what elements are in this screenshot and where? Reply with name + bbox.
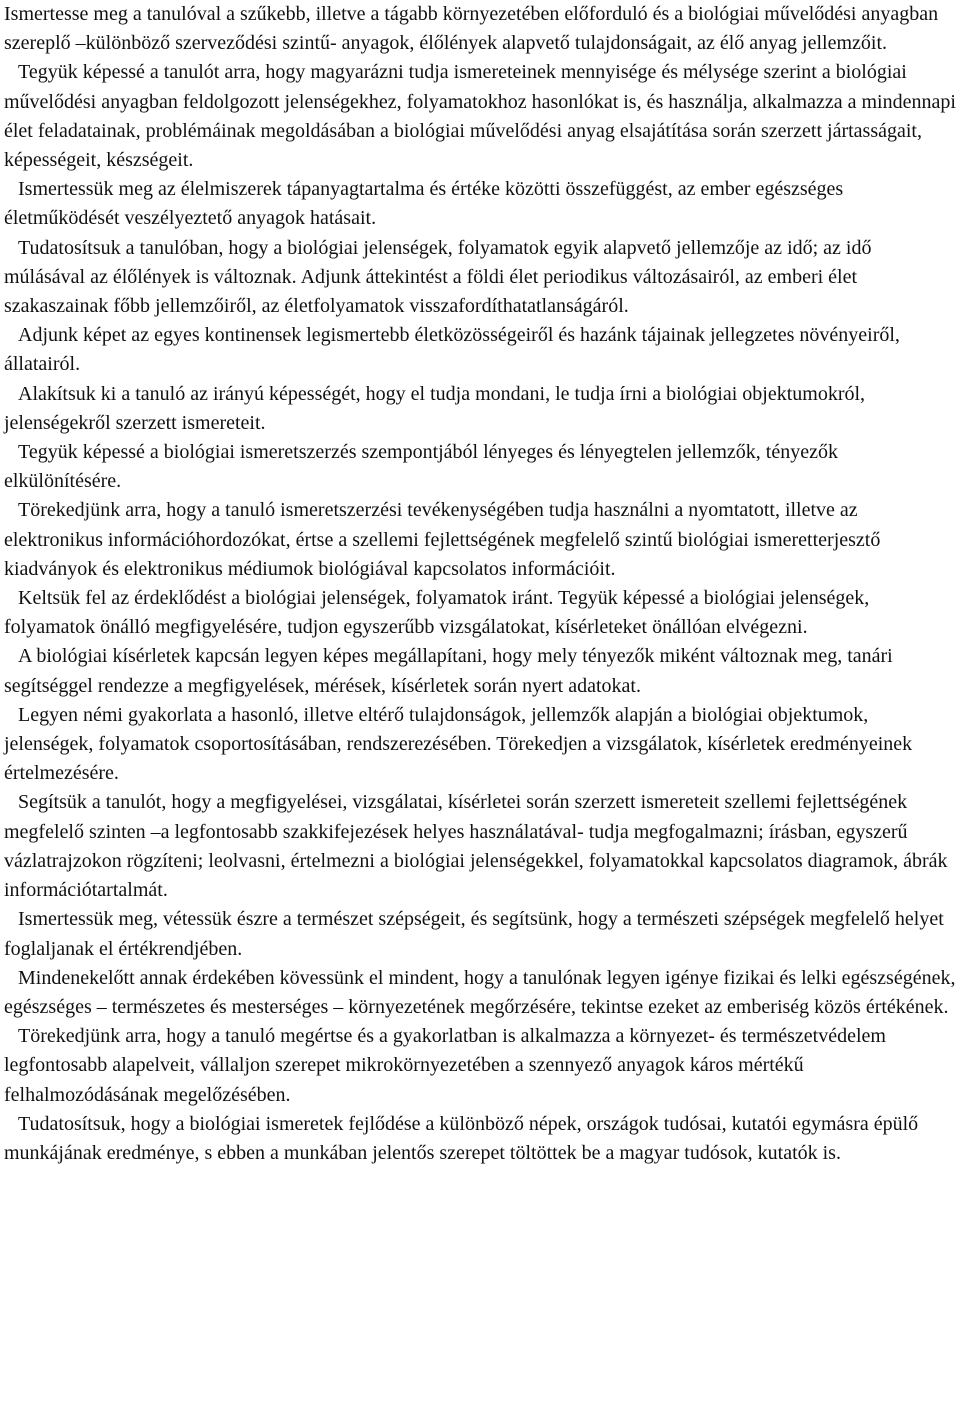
- paragraph: Segítsük a tanulót, hogy a megfigyelései, vizsgálatai, kísérletei során szerzett ismereteit szellemi fejlettségének megfelelő szinten –a legfontosabb szakkifejezések helyes használatával- tudja megfogalmazni; írásban, egyszerű vázlatrajzokon rögzíteni; leolvasni, értelmezni a biológiai jelenségekkel, folyamatokkal kapcsolatos diagramok, ábrák információtartalmát.: [4, 791, 948, 902]
- paragraph: Tegyük képessé a biológiai ismeretszerzés szempontjából lényeges és lényegtelen jellemzők, tényezők elkülönítésére.: [4, 441, 838, 493]
- paragraph: Keltsük fel az érdeklődést a biológiai jelenségek, folyamatok iránt. Tegyük képessé a biológiai jelenségek, folyamatok önálló megfigyelésére, tudjon egyszerűbb vizsgálatokat, kísérleteket önállóan elvégezni.: [4, 587, 870, 639]
- paragraph: Legyen némi gyakorlata a hasonló, illetve eltérő tulajdonságok, jellemzők alapján a biológiai objektumok, jelenségek, folyamatok csoportosításában, rendszerezésében. Törekedjen a vizsgálatok, kísérletek eredményeinek értelmezésére.: [4, 703, 913, 785]
- paragraph: Tudatosítsuk a tanulóban, hogy a biológiai jelenségek, folyamatok egyik alapvető jellemzője az idő; az idő múlásával az élőlények is változnak. Adjunk áttekintést a földi élet periodikus változásairól, az emberi élet szakaszainak főbb jellemzőiről, az életfolyamatok visszafordíthatatlanságáról.: [4, 236, 872, 318]
- paragraph: Törekedjünk arra, hogy a tanuló ismeretszerzési tevékenységében tudja használni a nyomtatott, illetve az elektronikus információhordozókat, értse a szellemi fejlettségének megfelelő szintű biológiai ismeretterjesztő kiadványok és elektronikus médiumok biológiával kapcsolatos információit.: [4, 499, 881, 580]
- paragraph: Adjunk képet az egyes kontinensek legismertebb életközösségeiről és hazánk tájainak jellegzetes növényeiről, állatairól.: [4, 324, 900, 376]
- paragraph: A biológiai kísérletek kapcsán legyen képes megállapítani, hogy mely tényezők miként változnak meg, tanári segítséggel rendezze a megfigyelések, mérések, kísérletek során nyert adatokat.: [4, 645, 893, 697]
- paragraph: Ismertessük meg, vétessük észre a természet szépségeit, és segítsünk, hogy a természeti szépségek megfelelő helyet foglaljanak el értékrendjében.: [4, 908, 944, 960]
- paragraph: Tudatosítsuk, hogy a biológiai ismeretek fejlődése a különböző népek, országok tudósai, kutatói egymásra épülő munkájának eredménye, s ebben a munkában jelentős szerepet töltöttek be a magyar tudósok, kutatók is.: [4, 1112, 919, 1164]
- paragraph: Törekedjünk arra, hogy a tanuló megértse és a gyakorlatban is alkalmazza a környezet- és természetvédelem legfontosabb alapelveit, vállaljon szerepet mikrokörnyezetében a szennyező anyagok káros mértékű felhalmozódásának megelőzésében.: [4, 1025, 886, 1106]
- paragraph: Mindenekelőtt annak érdekében kövessünk el mindent, hogy a tanulónak legyen igénye fizikai és lelki egészségének, egészséges – természetes és mesterséges – környezetének megőrzésére, tekintse ezeket az emberiség közös értékének.: [4, 966, 956, 1018]
- paragraph: Ismertesse meg a tanulóval a szűkebb, illetve a tágabb környezetében előforduló és a biológiai művelődési anyagban szereplő –különböző szerveződési szintű- anyagok, élőlények alapvető tulajdonságait, az élő anyag jellemzőit.: [4, 3, 939, 55]
- paragraph: Alakítsuk ki a tanuló az irányú képességét, hogy el tudja mondani, le tudja írni a biológiai objektumokról, jelenségekről szerzett ismereteit.: [4, 382, 866, 434]
- paragraph: Tegyük képessé a tanulót arra, hogy magyarázni tudja ismereteinek mennyisége és mélysége szerint a biológiai művelődési anyagban feldolgozott jelenségekhez, folyamatokhoz hasonlókat is, és használja, alkalmazza a mindennapi élet feladatainak, problémáinak megoldásában a biológiai művelődési anyag elsajátítása során szerzett jártasságait, képességeit, készségeit.: [4, 61, 956, 172]
- paragraph: Ismertessük meg az élelmiszerek tápanyagtartalma és értéke közötti összefüggést, az ember egészséges életműködését veszélyeztető anyagok hatásait.: [4, 178, 844, 230]
